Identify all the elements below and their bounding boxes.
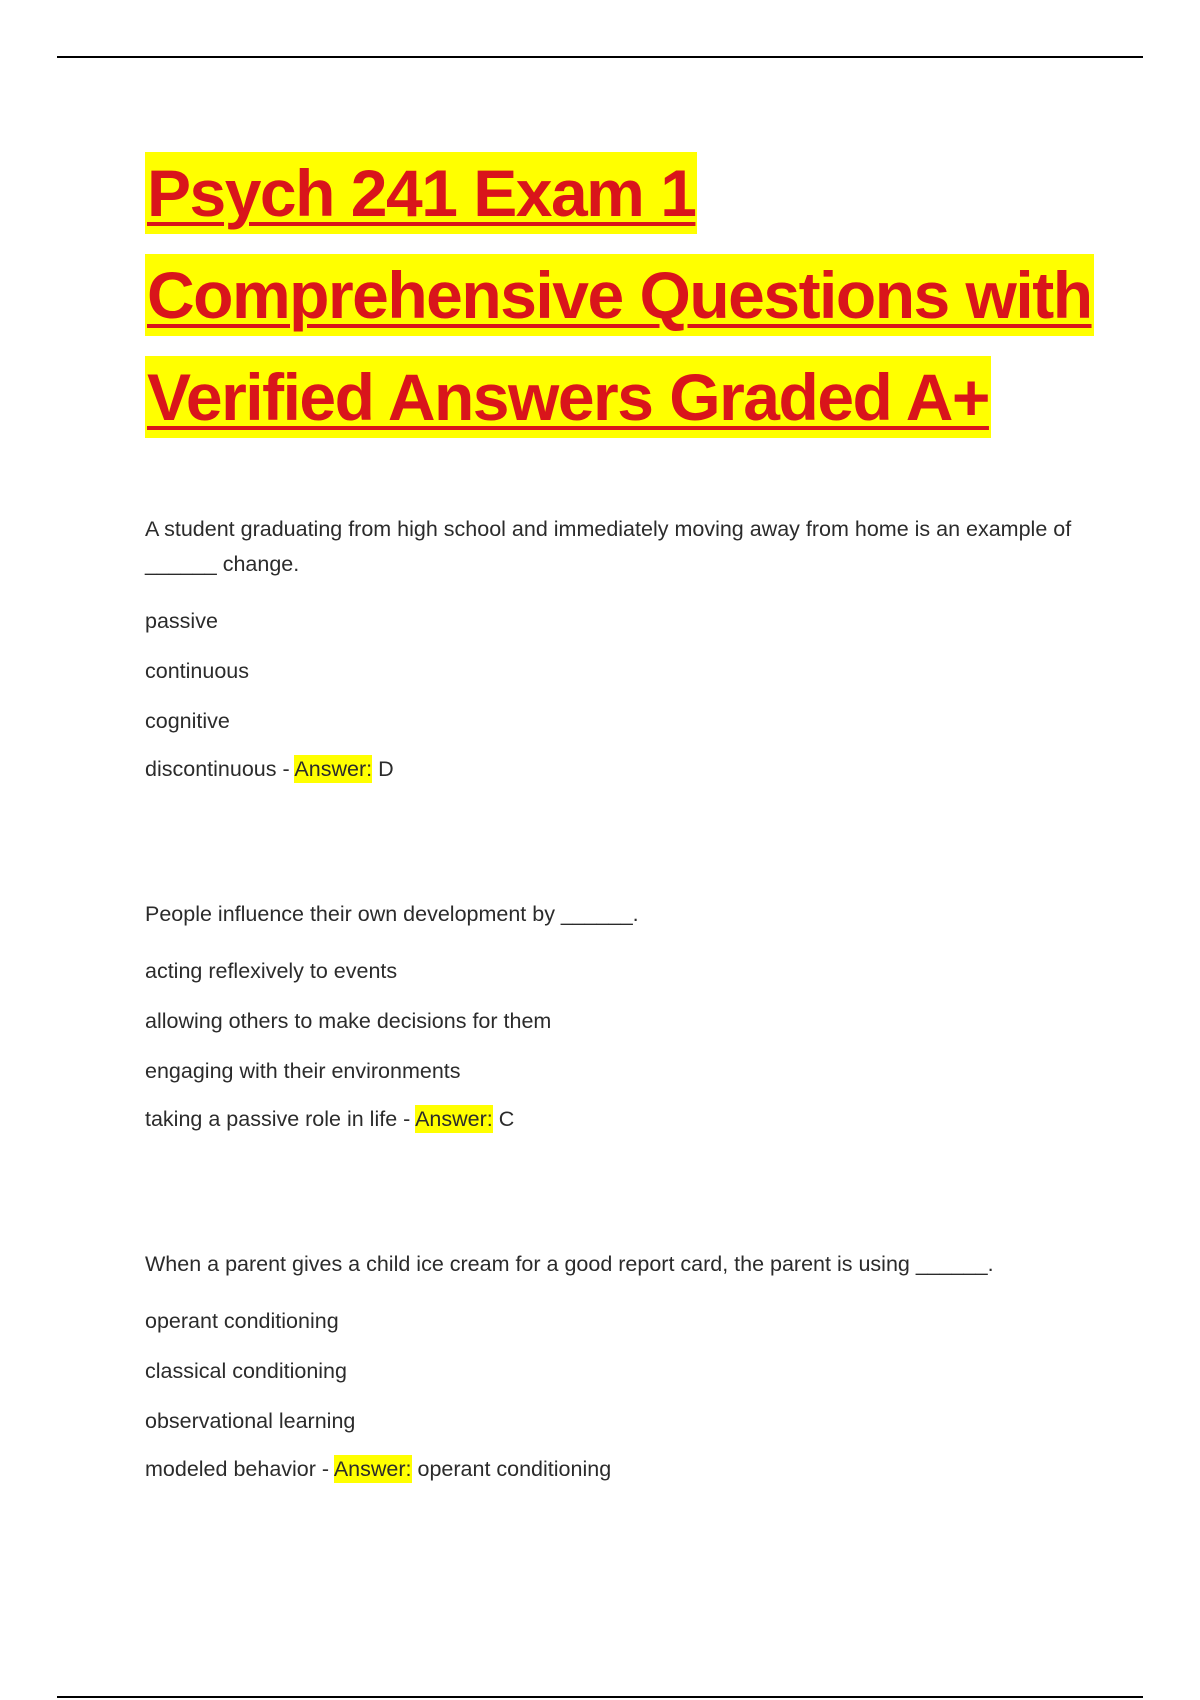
question-1 — [145, 512, 1085, 792]
question-spacer — [145, 1142, 1085, 1247]
answer-label: Answer: — [294, 757, 373, 781]
option-b: classical conditioning — [145, 1359, 347, 1383]
option-d: taking a passive role in life - — [145, 1107, 416, 1131]
option-c: engaging with their environments — [145, 1059, 461, 1083]
option-d-with-answer — [145, 1096, 1085, 1142]
option-b: continuous — [145, 659, 249, 683]
question-list — [145, 512, 1085, 1492]
answer-value: D — [378, 757, 394, 781]
option-b: allowing others to make decisions for them — [145, 1009, 552, 1033]
option-a: acting reflexively to events — [145, 959, 398, 983]
question-2 — [145, 897, 1085, 1142]
top-rule — [57, 56, 1143, 58]
bottom-rule — [57, 1696, 1143, 1698]
option-a: passive — [145, 609, 218, 633]
question-stem: People influence their own development by ______. — [145, 902, 639, 926]
document-title — [145, 142, 1105, 448]
option-d: modeled behavior - — [145, 1457, 334, 1481]
answer-value: C — [498, 1107, 515, 1131]
answer-label: Answer: — [333, 1457, 412, 1481]
title-line-1: Psych 241 Exam 1 — [145, 152, 697, 234]
question-stem: When a parent gives a child ice cream for a good report card, the parent is using ______. — [145, 1252, 994, 1276]
option-a: operant conditioning — [145, 1309, 339, 1333]
title-line-3: Verified Answers Graded A+ — [145, 356, 991, 438]
title-line-2: Comprehensive Questions with — [145, 254, 1094, 336]
question-spacer — [145, 792, 1085, 897]
option-d-with-answer — [145, 1446, 1085, 1492]
answer-value: operant conditioning — [417, 1457, 612, 1481]
option-c: observational learning — [145, 1409, 356, 1433]
option-d-with-answer — [145, 746, 1085, 792]
answer-label: Answer: — [415, 1107, 493, 1131]
option-c: cognitive — [145, 709, 230, 733]
option-d: discontinuous - — [145, 757, 295, 781]
question-stem: A student graduating from high school and immediately moving away from home is an example of ______ change. — [145, 517, 1072, 576]
question-3 — [145, 1247, 1085, 1492]
